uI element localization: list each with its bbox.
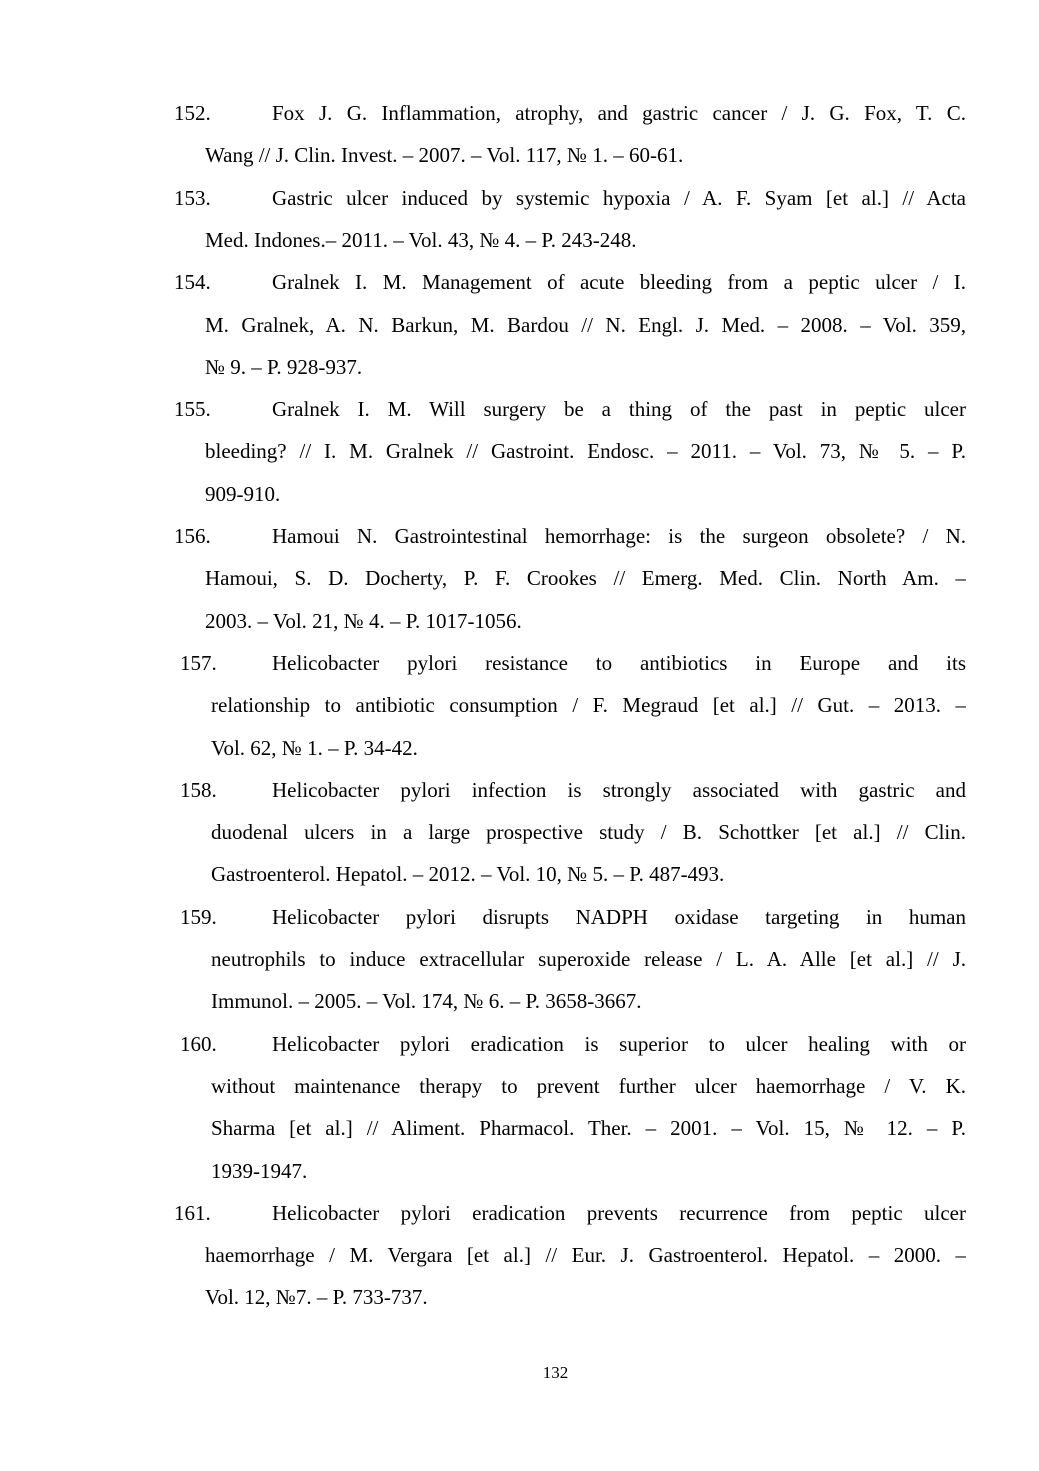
- page-number: 132: [542, 1363, 569, 1382]
- reference-line: Immunol. – 2005. – Vol. 174, № 6. – P. 3658-3667.: [211, 989, 642, 1014]
- reference-line: Gralnek I. M. Management of acute bleeding from a peptic ulcer / I.: [272, 270, 966, 295]
- reference-line: Vol. 12, №7. – P. 733-737.: [205, 1285, 428, 1310]
- reference-number: 156.: [174, 524, 211, 548]
- reference-number: 154.: [174, 270, 211, 295]
- reference-line: bleeding? // I. M. Gralnek // Gastroint. Endosc. – 2011. – Vol. 73, № 5. – P.: [205, 439, 966, 464]
- reference-line: haemorrhage / M. Vergara [et al.] // Eur. J. Gastroenterol. Hepatol. – 2000. –: [205, 1243, 966, 1268]
- reference-line: Med. Indones.– 2011. – Vol. 43, № 4. – P. 243-248.: [205, 227, 637, 252]
- reference-line: Gastroenterol. Hepatol. – 2012. – Vol. 10, № 5. – P. 487-493.: [211, 862, 725, 887]
- reference-line: Hamoui, S. D. Docherty, P. F. Crookes // Emerg. Med. Clin. North Am. –: [205, 566, 966, 591]
- reference-line: Helicobacter pylori eradication is superior to ulcer healing with or: [272, 1031, 966, 1056]
- reference-number: 152.: [174, 101, 211, 125]
- reference-line: Vol. 62, № 1. – P. 34-42.: [211, 735, 418, 760]
- reference-number: 155.: [174, 397, 211, 422]
- reference-line: Helicobacter pylori resistance to antibiotics in Europe and its: [272, 650, 966, 675]
- reference-line: duodenal ulcers in a large prospective study / B. Schottker [et al.] // Clin.: [211, 820, 966, 845]
- reference-line: Hamoui N. Gastrointestinal hemorrhage: is the surgeon obsolete? / N.: [272, 524, 966, 548]
- reference-line: Sharma [et al.] // Aliment. Pharmacol. Ther. – 2001. – Vol. 15, № 12. – P.: [211, 1116, 966, 1141]
- reference-number: 160.: [180, 1031, 217, 1056]
- reference-number: 161.: [174, 1200, 211, 1225]
- reference-line: 1939-1947.: [211, 1158, 308, 1183]
- reference-line: 909-910.: [205, 481, 281, 506]
- reference-line: Fox J. G. Inflammation, atrophy, and gastric cancer / J. G. Fox, T. C.: [272, 101, 966, 125]
- reference-line: Gastric ulcer induced by systemic hypoxia / A. F. Syam [et al.] // Acta: [272, 185, 966, 210]
- reference-number: 157.: [180, 650, 217, 675]
- reference-line: Helicobacter pylori disrupts NADPH oxidase targeting in human: [272, 904, 966, 929]
- reference-line: Helicobacter pylori eradication prevents recurrence from peptic ulcer: [272, 1200, 966, 1225]
- reference-number: 158.: [180, 777, 217, 802]
- reference-line: № 9. – P. 928-937.: [205, 354, 363, 379]
- reference-line: 2003. – Vol. 21, № 4. – P. 1017-1056.: [205, 608, 522, 633]
- reference-line: relationship to antibiotic consumption / F. Megraud [et al.] // Gut. – 2013. –: [211, 693, 966, 718]
- reference-line: Gralnek I. M. Will surgery be a thing of the past in peptic ulcer: [272, 397, 966, 422]
- reference-line: neutrophils to induce extracellular superoxide release / L. A. Alle [et al.] // J.: [211, 947, 966, 971]
- reference-line: without maintenance therapy to prevent further ulcer haemorrhage / V. K.: [211, 1073, 966, 1098]
- reference-line: M. Gralnek, A. N. Barkun, M. Bardou // N. Engl. J. Med. – 2008. – Vol. 359,: [205, 312, 966, 337]
- reference-line: Helicobacter pylori infection is strongly associated with gastric and: [272, 777, 966, 802]
- reference-line: Wang // J. Clin. Invest. – 2007. – Vol. 117, № 1. – 60-61.: [205, 143, 684, 168]
- reference-number: 159.: [180, 904, 217, 929]
- reference-number: 153.: [174, 185, 211, 210]
